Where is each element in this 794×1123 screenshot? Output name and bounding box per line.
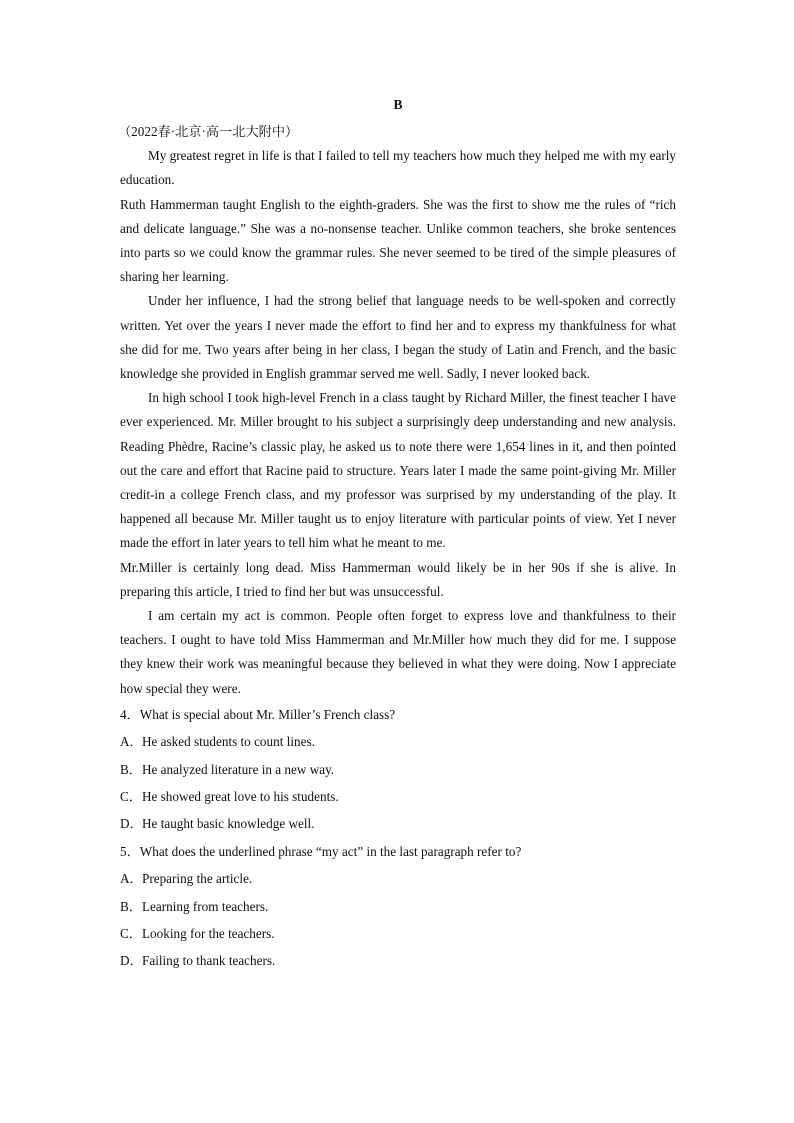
option-letter: A．: [120, 734, 143, 750]
option-letter: D．: [120, 953, 143, 969]
option-text: He showed great love to his students.: [142, 789, 339, 805]
document-content: [120, 96, 676, 975]
option-d[interactable]: [120, 810, 676, 837]
option-a[interactable]: [120, 728, 676, 755]
option-letter: B．: [120, 898, 142, 914]
option-letter: B．: [120, 761, 142, 777]
option-text: Preparing the article.: [142, 871, 253, 887]
option-letter: A．: [120, 871, 143, 887]
option-c[interactable]: [120, 783, 676, 810]
reading-passage: [120, 144, 676, 701]
question-4: [120, 701, 676, 838]
option-d[interactable]: [120, 947, 676, 974]
passage-paragraph: Under her influence, I had the strong belief that language needs to be well-spoken and correctly written. Yet over the years I never made the effort to find her and to express my thankfulness for what she did for me. Two years after being in her class, I began the study of Latin and French, and the basic knowledge she provided in English grammar served me well. Sadly, I never looked back.: [120, 293, 676, 382]
passage-paragraph: In high school I took high-level French in a class taught by Richard Miller, the finest teacher I have ever experienced. Mr. Miller brought to his subject a surprisingly deep understanding and new analysis. Reading Phèdre, Racine’s classic play, he asked us to note there were 1,654 lines in it, and then pointed out the care and effort that Racine paid to structure. Years later I made the same point-giving Mr. Miller credit-in a college French class, and my professor was surprised by my understanding of the play. It happened all because Mr. Miller taught us to enjoy literature with particular points of view. Yet I never made the effort in later years to tell him what he meant to me.: [120, 390, 676, 551]
option-text: Looking for the teachers.: [142, 926, 275, 941]
source-note: （2022春·北京·高一北大附中）: [118, 124, 299, 139]
question-stem: 4．What is special about Mr. Miller’s French class?: [120, 706, 396, 722]
section-title: B: [393, 97, 403, 112]
option-c[interactable]: [120, 920, 676, 947]
passage-paragraph: Mr.Miller is certainly long dead. Miss Hammerman would likely be in her 90s if she is alive. In preparing this article, I tried to find her but was unsuccessful.: [120, 559, 676, 599]
option-letter: C．: [120, 926, 142, 941]
option-a[interactable]: [120, 865, 676, 892]
option-text: He asked students to count lines.: [142, 734, 315, 750]
option-text: Failing to thank teachers.: [142, 953, 276, 969]
option-text: He taught basic knowledge well.: [142, 816, 315, 832]
passage-paragraph: Ruth Hammerman taught English to the eighth-graders. She was the first to show me the rules of “rich and delicate language.” She was a no-nonsense teacher. Unlike common teachers, she broke sentences into parts so we could know the grammar rules. She never seemed to be tired of the simple pleasures of sharing her learning.: [120, 196, 676, 285]
question-stem: 5．What does the underlined phrase “my act” in the last paragraph refer to?: [120, 843, 522, 859]
passage-paragraph: My greatest regret in life is that I failed to tell my teachers how much they helped me with my early education.: [120, 148, 676, 188]
option-text: He analyzed literature in a new way.: [142, 761, 335, 777]
question-5: [120, 838, 676, 975]
option-b[interactable]: [120, 756, 676, 783]
option-text: Learning from teachers.: [142, 898, 269, 914]
passage-paragraph: I am certain my act is common. People often forget to express love and thankfulness to their teachers. I ought to have told Miss Hammerman and Mr.Miller how much they did for me. I suppose they knew their work was meaningful because they believed in what they were doing. Now I appreciate how special they were.: [120, 608, 676, 696]
option-b[interactable]: [120, 893, 676, 920]
option-letter: C．: [120, 789, 142, 805]
option-letter: D．: [120, 816, 143, 832]
